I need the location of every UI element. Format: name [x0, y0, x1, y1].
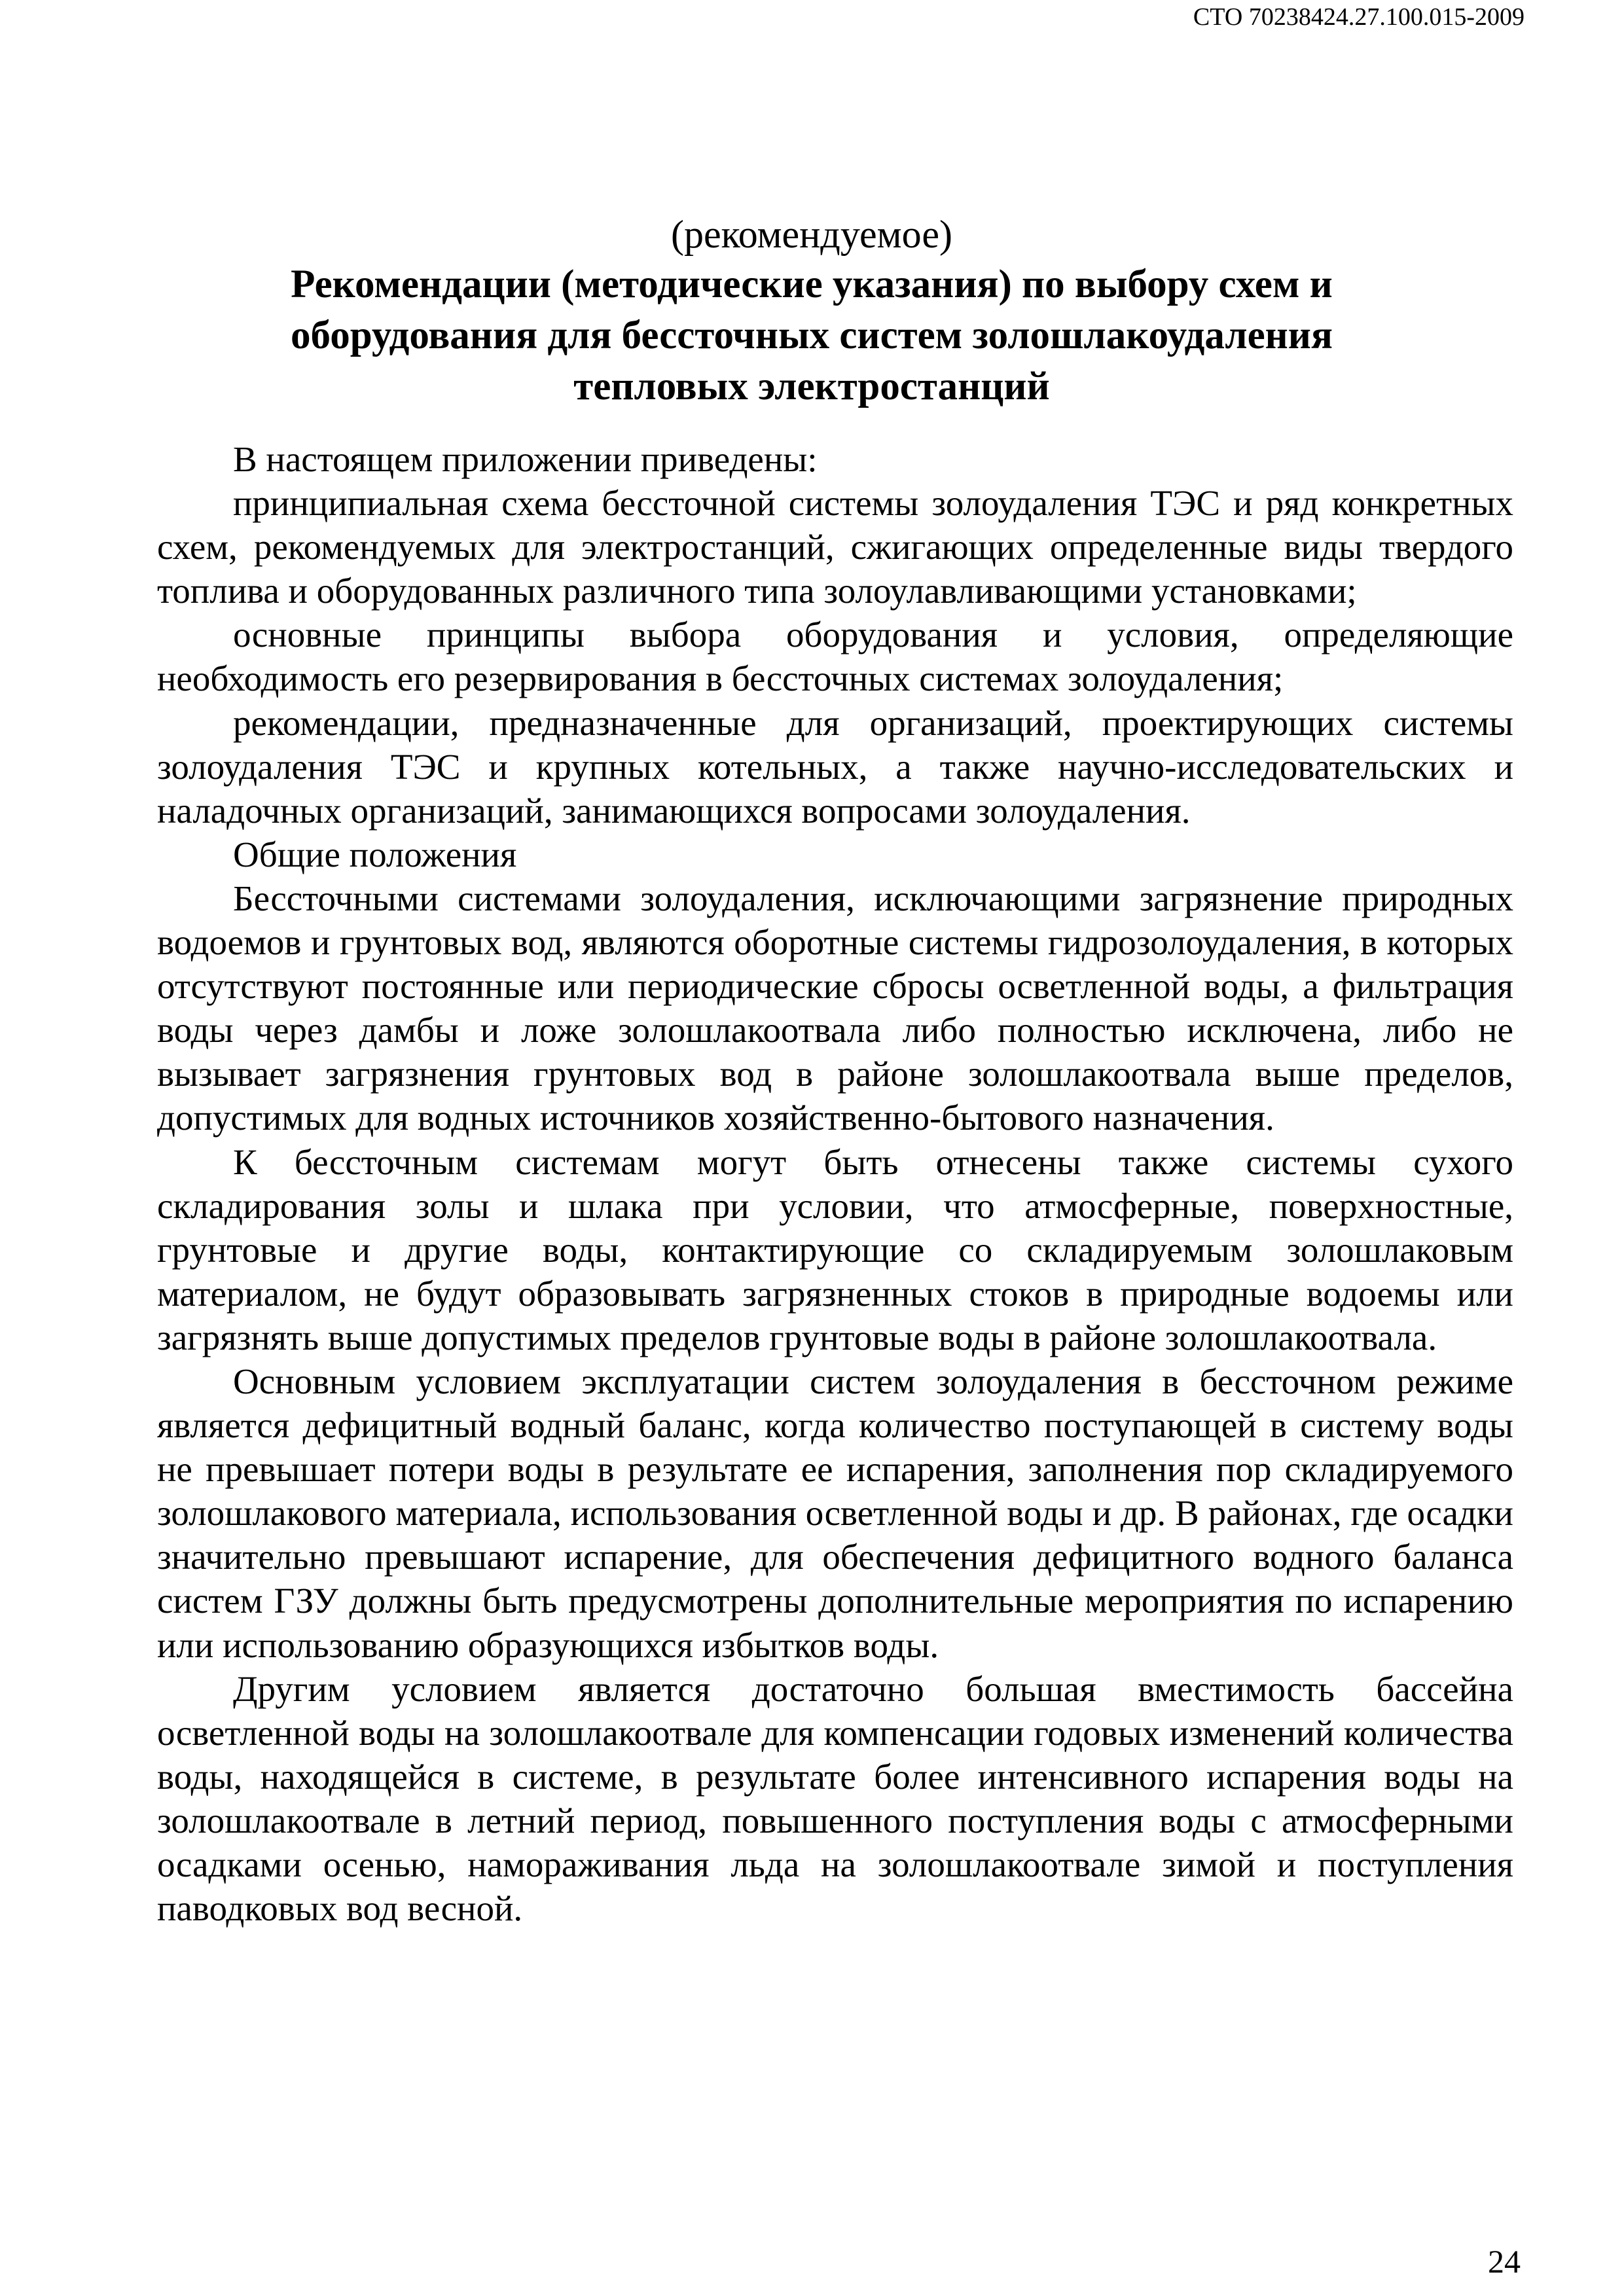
- body-text: [157, 437, 1513, 1930]
- paragraph-intro: В настоящем приложении приведены:: [233, 439, 818, 479]
- paragraph-list-item-recommendations: рекомендации, предназначенные для организаций, проектирующих системы золоудаления ТЭС и крупных котельных, а также научно-исследовательских и наладочных организаций, занимающихся вопросами золоудаления.: [157, 702, 1513, 831]
- title-line-1: Рекомендации (методические указания) по выбору схем и: [291, 262, 1333, 306]
- paragraph-dry-storage: К бессточным системам могут быть отнесены также системы сухого складирования золы и шлака при условии, что атмосферные, поверхностные, грунтовые и другие воды, контактирующие со складируемым золошлаковым материалом, не будут образовывать загрязненных стоков в природные водоемы или загрязнять выше допустимых пределов грунтовые воды в районе золошлакоотвала.: [157, 1141, 1513, 1357]
- paragraph-list-item-schemes: принципиальная схема бессточной системы золоудаления ТЭС и ряд конкретных схем, рекомендуемых для электростанций, сжигающих определенные виды твердого топлива и оборудованных различного типа золоулавливающими установками;: [157, 483, 1513, 611]
- section-heading-general: Общие положения: [233, 834, 517, 874]
- paragraph-definition: Бессточными системами золоудаления, исключающими загрязнение природных водоемов и грунтовых вод, являются оборотные системы гидрозолоудаления, в которых отсутствуют постоянные или периодические сбросы осветленной воды, а фильтрация воды через дамбы и ложе золошлакоотвала либо полностью исключена, либо не вызывает загрязнения грунтовых вод в районе золошлакоотвала выше пределов, допустимых для водных источников хозяйственно-бытового назначения.: [157, 878, 1513, 1138]
- title-line-3: тепловых электростанций: [573, 365, 1050, 408]
- paragraph-other-condition: Другим условием является достаточно большая вместимость бассейна осветленной воды на золошлакоотвале для компенсации годовых изменений количества воды, находящейся в системе, в результате более интенсивного испарения воды на золошлакоотвале в летний период, повышенного поступления воды с атмосферными осадками осенью, намораживания льда на золошлакоотвале зимой и поступления паводковых вод весной.: [157, 1668, 1513, 1929]
- paragraph-main-condition: Основным условием эксплуатации систем золоудаления в бессточном режиме является дефицитный водный баланс, когда количество поступающей в систему воды не превышает потери воды в результате ее испарения, заполнения пор складируемого золошлакового материала, использования осветленной воды и др. В районах, где осадки значительно превышают испарение, для обеспечения дефицитного водного баланса систем ГЗУ должны быть предусмотрены дополнительные мероприятия по испарению или использованию образующихся избытков воды.: [157, 1361, 1513, 1665]
- title-block: [157, 209, 1466, 412]
- document-code-header: СТО 70238424.27.100.015-2009: [1193, 3, 1525, 31]
- title-line-2: оборудования для бессточных систем золошлакоудаления: [291, 314, 1333, 357]
- paragraph-list-item-principles: основные принципы выбора оборудования и условия, определяющие необходимость его резервирования в бессточных системах золоудаления;: [157, 615, 1513, 699]
- appendix-status-subtitle: (рекомендуемое): [671, 213, 952, 256]
- page-number: 24: [1488, 2243, 1521, 2280]
